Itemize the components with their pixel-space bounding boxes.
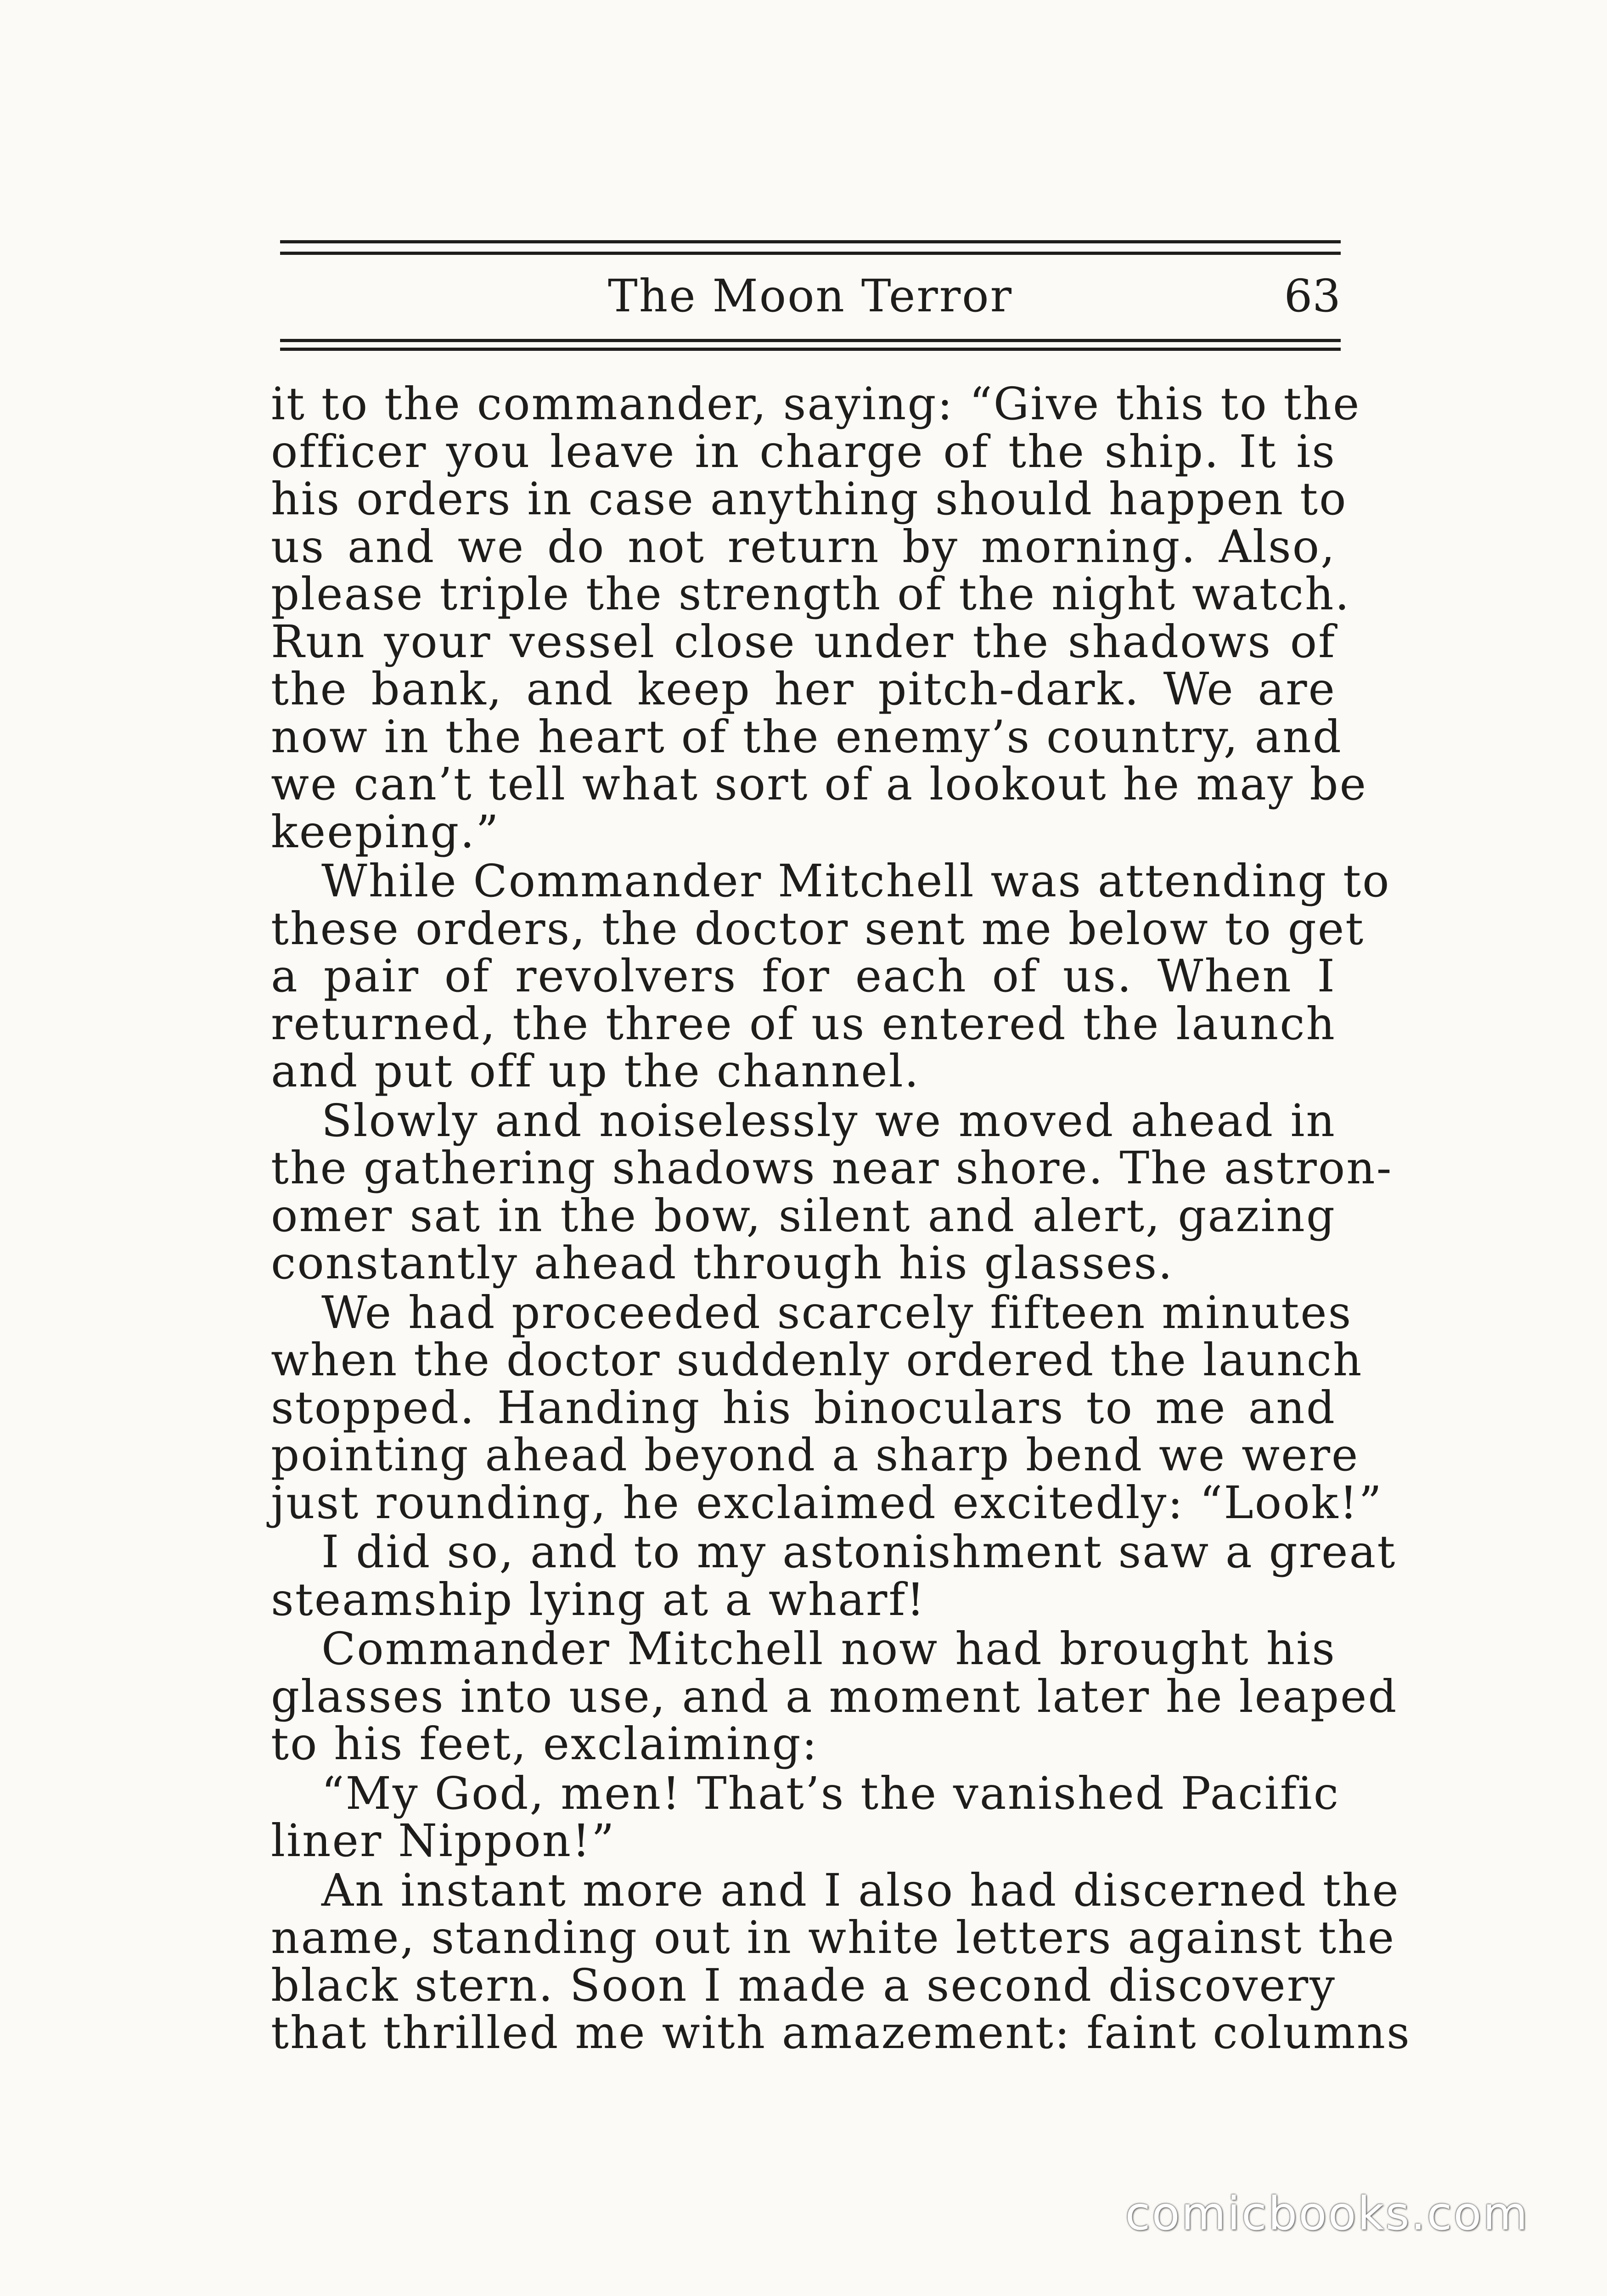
paragraph — [271, 1094, 1393, 1289]
text-line: when the doctor suddenly ordered the launch — [271, 1334, 1363, 1386]
text-line: officer you leave in charge of the ship. It is — [271, 425, 1336, 478]
paragraph — [271, 378, 1368, 858]
text-line: his orders in case anything should happen to — [271, 473, 1348, 525]
text-line: it to the commander, saying: “Give this to the — [271, 378, 1361, 430]
watermark-logo: comicbooks.com — [1125, 2187, 1529, 2240]
text-line: stopped. Handing his binoculars to me and — [271, 1381, 1336, 1434]
top-rule-outer — [280, 240, 1341, 243]
paragraph — [271, 1623, 1398, 1770]
text-line: steamship lying at a wharf! — [271, 1573, 926, 1626]
text-line: that thrilled me with amazement: faint columns — [271, 2007, 1411, 2059]
text-line: Run your vessel close under the shadows of — [271, 615, 1336, 668]
top-rule-inner — [280, 252, 1341, 255]
text-line: Commander Mitchell now had brought his — [321, 1623, 1336, 1675]
header-rule-inner — [280, 339, 1341, 342]
running-head — [280, 257, 1341, 335]
paragraph — [271, 1286, 1383, 1529]
text-line: I did so, and to my astonishment saw a great — [321, 1526, 1397, 1578]
text-line: omer sat in the bow, silent and alert, gazing — [271, 1189, 1336, 1242]
text-line: a pair of revolvers for each of us. When I — [271, 950, 1336, 1002]
text-line: name, standing out in white letters against the — [271, 1912, 1396, 1964]
text-line: black stern. Soon I made a second discovery — [271, 1959, 1336, 2011]
text-line: and put off up the channel. — [271, 1045, 920, 1097]
text-line: just rounding, he exclaimed excitedly: “Look!” — [271, 1476, 1383, 1529]
paragraph — [271, 855, 1391, 1097]
text-line: constantly ahead through his glasses. — [271, 1237, 1174, 1289]
text-line: we can’t tell what sort of a lookout he may be — [271, 758, 1368, 810]
text-line: “My God, men! That’s the vanished Pacific — [321, 1767, 1340, 1819]
text-line: the gathering shadows near shore. The astron- — [271, 1142, 1393, 1194]
running-title: The Moon Terror — [608, 270, 1013, 322]
text-line: to his feet, exclaiming: — [271, 1718, 819, 1770]
page-number: 63 — [1284, 270, 1341, 322]
text-line: liner Nippon!” — [271, 1815, 616, 1867]
text-line: please triple the strength of the night watch. — [271, 568, 1351, 620]
text-line: An instant more and I also had discerned the — [321, 1864, 1400, 1916]
body-text — [271, 378, 1411, 2059]
text-line: pointing ahead beyond a sharp bend we were — [271, 1429, 1360, 1481]
text-line: We had proceeded scarcely fifteen minutes — [321, 1286, 1353, 1339]
text-line: the bank, and keep her pitch-dark. We are — [271, 663, 1336, 715]
text-line: keeping.” — [271, 805, 500, 858]
text-line: these orders, the doctor sent me below to get — [271, 902, 1365, 955]
text-line: returned, the three of us entered the launch — [271, 997, 1336, 1050]
text-line: glasses into use, and a moment later he leaped — [271, 1670, 1398, 1722]
text-line: While Commander Mitchell was attending to — [321, 855, 1391, 907]
text-line: Slowly and noiselessly we moved ahead in — [321, 1094, 1336, 1147]
paragraph — [271, 1864, 1411, 2059]
header-rule-outer — [280, 348, 1341, 351]
paragraph — [271, 1767, 1340, 1867]
text-line: now in the heart of the enemy’s country, and — [271, 710, 1343, 763]
text-line: us and we do not return by morning. Also, — [271, 520, 1336, 573]
paragraph — [271, 1526, 1397, 1626]
